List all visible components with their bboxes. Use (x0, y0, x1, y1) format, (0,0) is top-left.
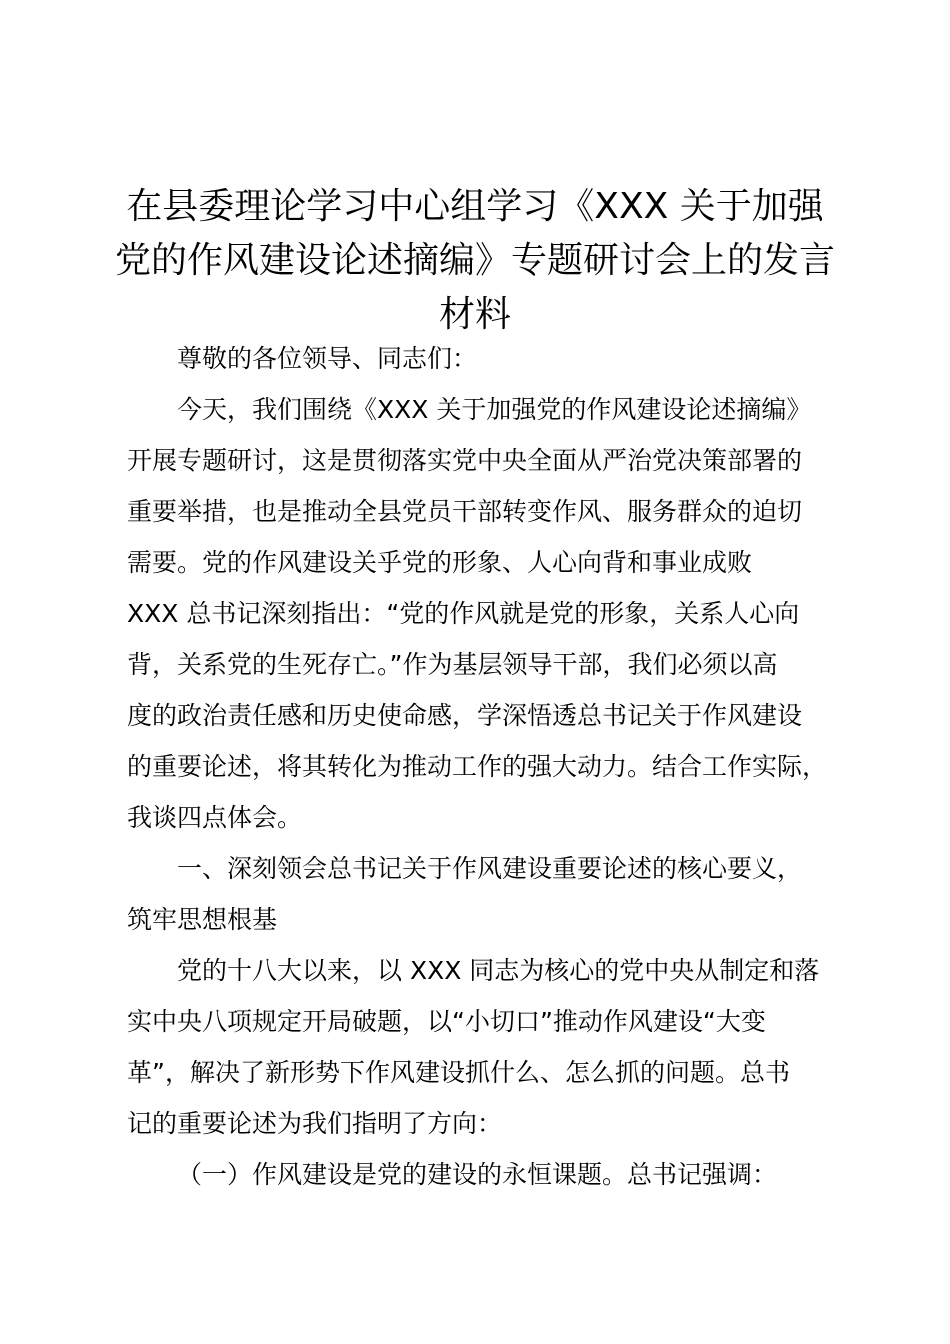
paragraph-line: 我谈四点体会。 (127, 803, 303, 832)
paragraph-line: 的重要论述，将其转化为推动工作的强大动力。结合工作实际， (127, 752, 828, 781)
paragraph-line: 革”，解决了新形势下作风建设抓什么、怎么抓的问题。总书 (127, 1058, 790, 1087)
paragraph-line: 记的重要论述为我们指明了方向： (127, 1109, 503, 1138)
paragraph-line: 背，关系党的生死存亡。”作为基层领导干部，我们必须以高 (127, 650, 778, 679)
paragraph-line: XXX 总书记深刻指出：“党的作风就是党的形象，关系人心向 (127, 599, 800, 628)
paragraph-line: 实中央八项规定开局破题，以“小切口”推动作风建设“大变 (127, 1007, 766, 1036)
title-line: 材料 (438, 294, 511, 335)
salutation: 尊敬的各位领导、同志们： (177, 344, 478, 373)
document-body (127, 333, 832, 1200)
section-heading-line: 一、深刻领会总书记关于作风建设重要论述的核心要义， (177, 854, 803, 883)
subsection-heading: （一）作风建设是党的建设的永恒课题。总书记强调： (177, 1160, 778, 1189)
paragraph-line: 度的政治责任感和历史使命感，学深悟透总书记关于作风建设 (127, 701, 803, 730)
title-line: 在县委理论学习中心组学习《XXX 关于加强 (126, 186, 824, 227)
paragraph-line: 党的十八大以来，以 XXX 同志为核心的党中央从制定和落 (177, 956, 820, 985)
section-heading-line: 筑牢思想根基 (127, 905, 278, 934)
paragraph-line: 今天，我们围绕《XXX 关于加强党的作风建设论述摘编》 (177, 395, 812, 424)
paragraph-line: 需要。党的作风建设关乎党的形象、人心向背和事业成败 (127, 548, 753, 577)
title-line: 党的作风建设论述摘编》专题研讨会上的发言 (114, 240, 835, 281)
paragraph-line: 开展专题研讨，这是贯彻落实党中央全面从严治党决策部署的 (127, 446, 803, 475)
document-title (110, 180, 840, 342)
paragraph-intro (127, 384, 832, 843)
section-heading-1 (127, 843, 832, 945)
paragraph-line: 重要举措，也是推动全县党员干部转变作风、服务群众的迫切 (127, 497, 803, 526)
paragraph-section1 (127, 945, 832, 1149)
